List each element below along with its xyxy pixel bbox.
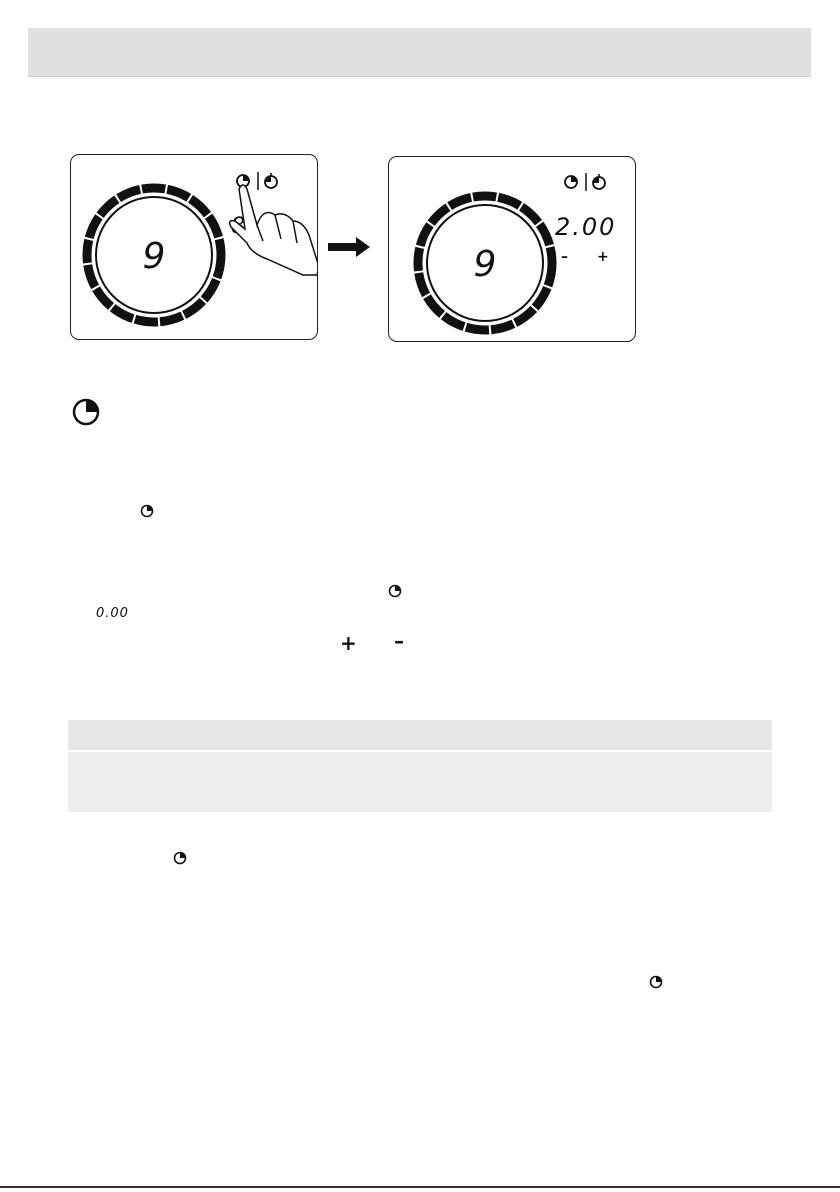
timer-icon [172, 850, 188, 866]
timer-icon [387, 583, 403, 599]
stopwatch-icon[interactable] [593, 174, 605, 189]
plus-symbol: + [340, 631, 357, 655]
right-arrow-icon [328, 236, 372, 258]
timer-icon [70, 396, 102, 428]
pointing-hand-icon [230, 185, 317, 275]
header-bar [28, 28, 811, 77]
zero-time-display: 0.00 [96, 606, 129, 621]
right-cooktop-panel [388, 156, 636, 342]
right-timer-display: 2.00 [555, 213, 617, 241]
timer-icon[interactable] [565, 176, 577, 188]
right-heat-level: 9 [473, 244, 497, 285]
note-header-band [68, 720, 772, 750]
left-heat-level: 9 [142, 236, 166, 277]
timer-plus-button[interactable]: + [597, 249, 609, 265]
left-cooktop-panel [70, 154, 318, 340]
left-cooking-zone-ring [71, 155, 317, 339]
timer-icon [648, 974, 664, 990]
timer-icon [139, 503, 155, 519]
timer-minus-button[interactable]: – [561, 249, 568, 265]
right-cooking-zone-ring [389, 157, 635, 341]
page-bottom-rule [0, 1186, 840, 1188]
note-body-band [68, 752, 772, 812]
stopwatch-icon[interactable] [265, 173, 277, 188]
minus-symbol: – [394, 629, 404, 653]
